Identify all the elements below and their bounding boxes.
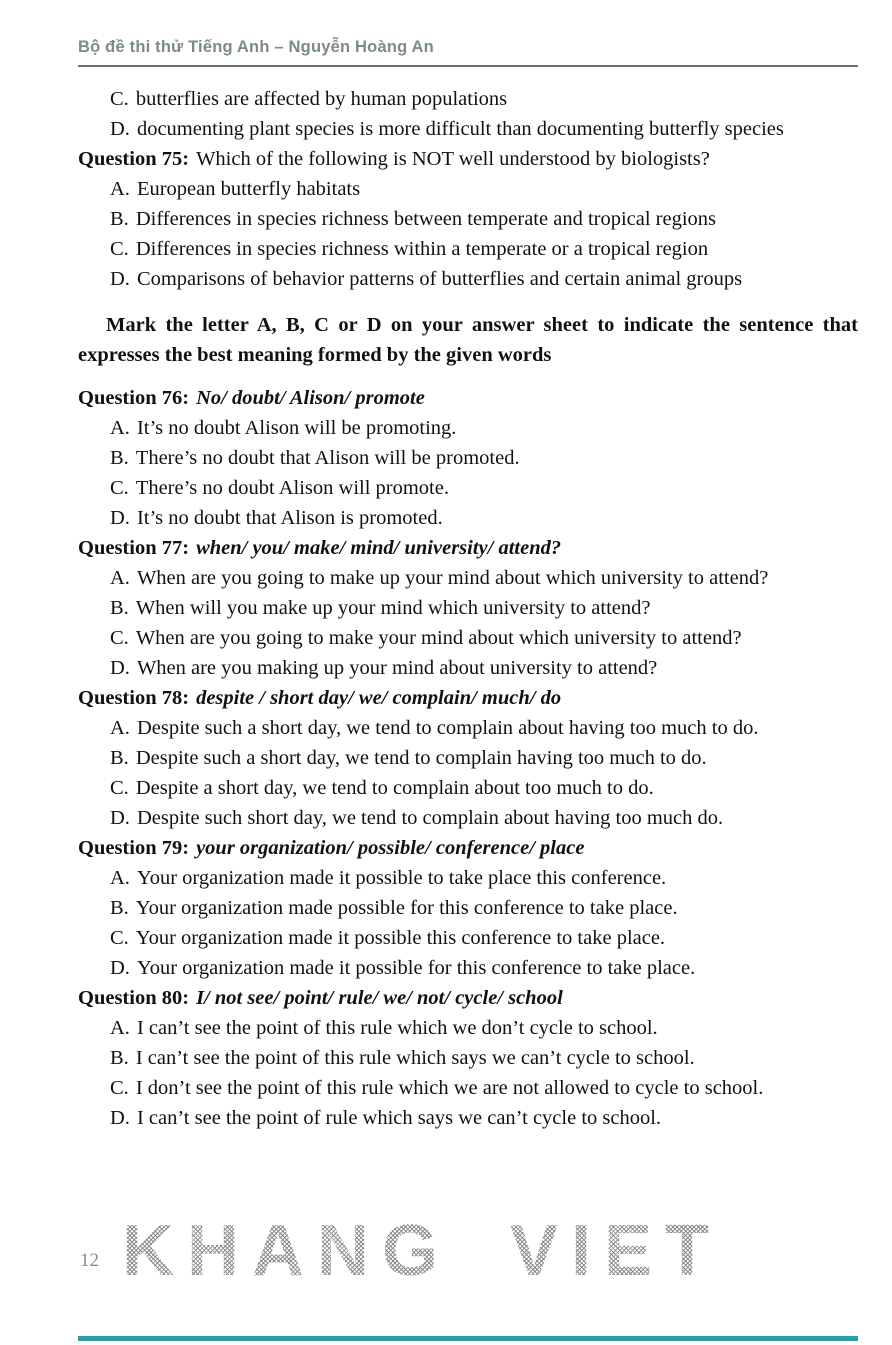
option-text: I can’t see the point of rule which says we can’t cycle to school. <box>136 1107 662 1129</box>
option-text: It’s no doubt Alison will be promoting. <box>136 417 457 439</box>
option-text: Your organization made it possible to take place this conference. <box>136 867 667 889</box>
question-77 <box>78 533 858 563</box>
question-stem: your organization/ possible/ conference/ place <box>196 837 585 859</box>
option-label: D. <box>110 657 130 679</box>
option-label: C. <box>110 1077 129 1099</box>
option-label: A. <box>110 867 130 889</box>
option-row <box>78 1043 858 1073</box>
option-label: D. <box>110 957 130 979</box>
question-stem: when/ you/ make/ mind/ university/ attend? <box>196 537 562 559</box>
option-text: When are you going to make up your mind about which university to attend? <box>136 567 769 589</box>
option-text: Despite such short day, we tend to complain about having too much do. <box>136 807 724 829</box>
question-label: Question 77: <box>78 537 190 559</box>
question-stem: despite / short day/ we/ complain/ much/ do <box>196 687 562 709</box>
question-stem: I/ not see/ point/ rule/ we/ not/ cycle/ school <box>196 987 563 1009</box>
option-text: It’s no doubt that Alison is promoted. <box>136 507 443 529</box>
option-label: D. <box>110 807 130 829</box>
option-text: Differences in species richness between temperate and tropical regions <box>135 208 717 230</box>
question-stem: No/ doubt/ Alison/ promote <box>196 387 425 409</box>
page-body <box>78 84 858 1133</box>
option-row <box>78 773 858 803</box>
option-label: C. <box>110 627 129 649</box>
option-label: C. <box>110 88 129 110</box>
option-text: When are you going to make your mind about which university to attend? <box>135 627 742 649</box>
page-number: 12 <box>80 1250 99 1271</box>
option-text: I can’t see the point of this rule which we don’t cycle to school. <box>136 1017 658 1039</box>
option-label: D. <box>110 118 130 140</box>
option-row <box>78 84 858 114</box>
question-label: Question 78: <box>78 687 190 709</box>
option-row <box>78 563 858 593</box>
option-label: B. <box>110 897 129 919</box>
option-text: European butterfly habitats <box>136 178 361 200</box>
option-row <box>78 503 858 533</box>
option-label: A. <box>110 717 130 739</box>
option-text: Differences in species richness within a temperate or a tropical region <box>135 238 709 260</box>
option-label: C. <box>110 477 129 499</box>
section-instruction: Mark the letter A, B, C or D on your answer sheet to indicate the sentence that expresses the best meaning formed by the given words <box>78 314 858 366</box>
option-text: When are you making up your mind about university to attend? <box>136 657 658 679</box>
question-label: Question 75: <box>78 148 190 170</box>
question-label: Question 80: <box>78 987 190 1009</box>
option-row <box>78 1103 858 1133</box>
option-label: A. <box>110 1017 130 1039</box>
option-row <box>78 923 858 953</box>
question-79 <box>78 833 858 863</box>
question-76 <box>78 383 858 413</box>
option-text: butterflies are affected by human populations <box>135 88 508 110</box>
option-label: B. <box>110 208 129 230</box>
publisher-watermark: KHANG VIET <box>122 1210 842 1292</box>
option-text: There’s no doubt Alison will promote. <box>135 477 449 499</box>
option-text: Despite such a short day, we tend to complain having too much to do. <box>135 747 707 769</box>
option-label: B. <box>110 597 129 619</box>
option-row <box>78 653 858 683</box>
option-row <box>78 1013 858 1043</box>
option-row <box>78 473 858 503</box>
option-row <box>78 204 858 234</box>
option-label: A. <box>110 567 130 589</box>
option-row <box>78 803 858 833</box>
option-text: Your organization made it possible this conference to take place. <box>135 927 666 949</box>
option-row <box>78 713 858 743</box>
question-75 <box>78 144 858 174</box>
option-row <box>78 234 858 264</box>
option-label: B. <box>110 747 129 769</box>
option-text: I don’t see the point of this rule which we are not allowed to cycle to school. <box>135 1077 764 1099</box>
option-label: B. <box>110 447 129 469</box>
page-header <box>78 38 858 67</box>
option-row <box>78 593 858 623</box>
option-row <box>78 1073 858 1103</box>
option-row <box>78 443 858 473</box>
option-label: D. <box>110 507 130 529</box>
question-78 <box>78 683 858 713</box>
option-row <box>78 893 858 923</box>
option-label: A. <box>110 178 130 200</box>
question-label: Question 79: <box>78 837 190 859</box>
question-label: Question 76: <box>78 387 190 409</box>
option-row <box>78 114 858 144</box>
option-text: There’s no doubt that Alison will be promoted. <box>135 447 520 469</box>
option-text: When will you make up your mind which university to attend? <box>135 597 651 619</box>
question-80 <box>78 983 858 1013</box>
option-label: C. <box>110 238 129 260</box>
option-text: Your organization made possible for this conference to take place. <box>135 897 678 919</box>
option-label: D. <box>110 1107 130 1129</box>
option-text: Comparisons of behavior patterns of butterflies and certain animal groups <box>136 268 743 290</box>
option-row <box>78 623 858 653</box>
option-row <box>78 413 858 443</box>
option-row <box>78 264 858 294</box>
option-label: D. <box>110 268 130 290</box>
question-stem: Which of the following is NOT well understood by biologists? <box>196 148 710 170</box>
header-title: Bộ đề thi thử Tiếng Anh – Nguyễn Hoàng An <box>78 38 434 56</box>
option-text: I can’t see the point of this rule which says we can’t cycle to school. <box>135 1047 695 1069</box>
option-row <box>78 743 858 773</box>
option-label: A. <box>110 417 130 439</box>
option-label: C. <box>110 927 129 949</box>
option-label: C. <box>110 777 129 799</box>
option-text: Despite a short day, we tend to complain about too much to do. <box>135 777 654 799</box>
option-text: documenting plant species is more difficult than documenting butterfly species <box>136 118 784 140</box>
footer-accent-bar <box>78 1336 858 1341</box>
option-row <box>78 953 858 983</box>
option-text: Your organization made it possible for this conference to take place. <box>136 957 696 979</box>
option-row <box>78 174 858 204</box>
option-text: Despite such a short day, we tend to complain about having too much to do. <box>136 717 759 739</box>
option-row <box>78 863 858 893</box>
option-label: B. <box>110 1047 129 1069</box>
